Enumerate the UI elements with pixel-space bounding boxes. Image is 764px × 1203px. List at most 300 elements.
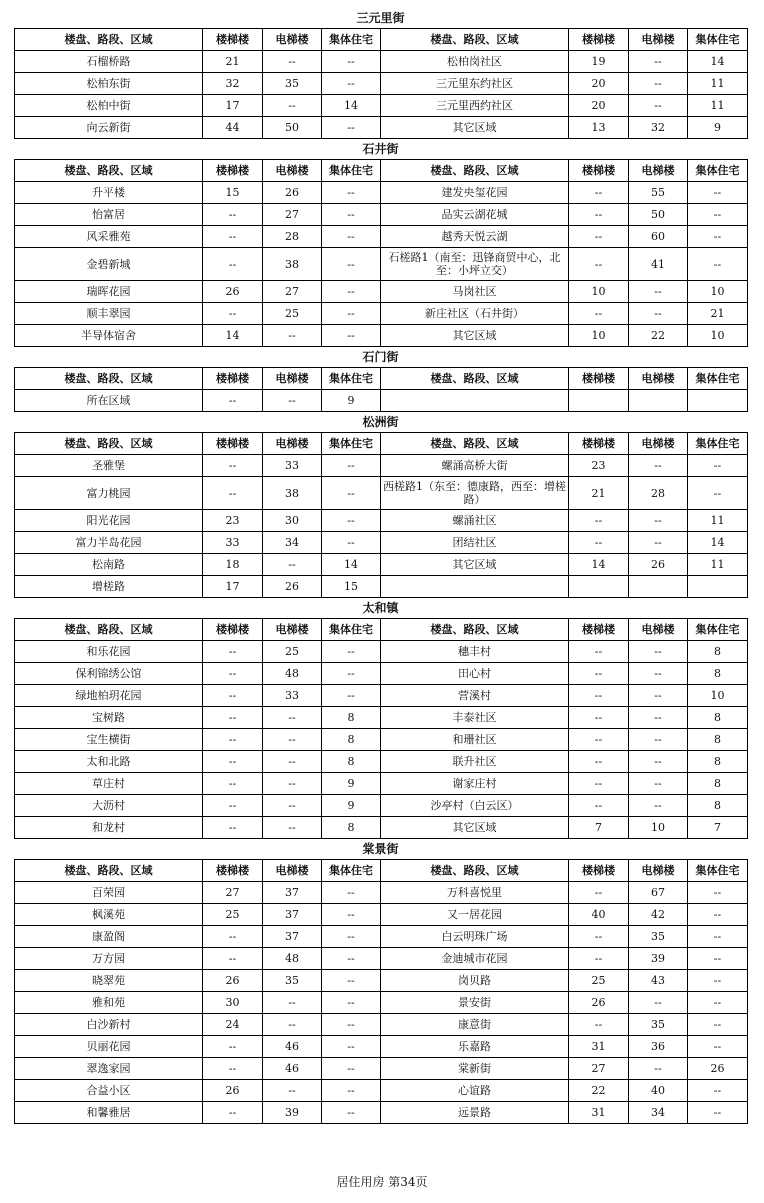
column-header: 集体住宅 — [322, 860, 381, 882]
table-cell: 马岗社区 — [381, 281, 569, 303]
table-cell: -- — [203, 641, 263, 663]
table-cell: 36 — [629, 1036, 688, 1058]
section-title: 石井街 — [362, 142, 399, 156]
table-cell: -- — [263, 554, 322, 576]
table-cell: 32 — [629, 117, 688, 139]
table-cell: 其它区域 — [381, 325, 569, 347]
table-cell: 41 — [629, 248, 688, 281]
column-header: 电梯楼 — [629, 433, 688, 455]
column-header: 楼盘、路段、区域 — [381, 368, 569, 390]
table-cell: 10 — [629, 817, 688, 839]
table-cell: 19 — [569, 51, 629, 73]
table-cell: 又一居花园 — [381, 904, 569, 926]
table-cell: 绿地柏玥花园 — [15, 685, 203, 707]
table-cell: 金迪城市花园 — [381, 948, 569, 970]
table-cell: 50 — [263, 117, 322, 139]
table-cell: 37 — [263, 882, 322, 904]
table-cell: 26 — [203, 970, 263, 992]
table-cell: 7 — [569, 817, 629, 839]
table-cell: -- — [569, 751, 629, 773]
table-row — [15, 685, 748, 707]
table-cell: 康意街 — [381, 1014, 569, 1036]
table-cell: 8 — [322, 707, 381, 729]
table-cell: 增槎路 — [15, 576, 203, 598]
table-cell: 26 — [569, 992, 629, 1014]
section-table — [14, 367, 748, 412]
table-cell: 8 — [688, 729, 748, 751]
table-cell: 31 — [569, 1102, 629, 1124]
section-table — [14, 28, 748, 139]
table-cell: 33 — [203, 532, 263, 554]
table-cell — [629, 390, 688, 412]
table-cell: -- — [263, 992, 322, 1014]
table-cell: 翠逸家园 — [15, 1058, 203, 1080]
table-cell: 26 — [263, 576, 322, 598]
table-row — [15, 1080, 748, 1102]
column-header: 电梯楼 — [629, 619, 688, 641]
table-cell: 11 — [688, 95, 748, 117]
table-cell: -- — [322, 926, 381, 948]
column-header: 楼梯楼 — [203, 619, 263, 641]
header-row — [15, 433, 748, 455]
table-cell: 8 — [322, 729, 381, 751]
column-header: 集体住宅 — [322, 160, 381, 182]
table-cell: -- — [203, 477, 263, 510]
table-cell: 24 — [203, 1014, 263, 1036]
table-cell: -- — [688, 1102, 748, 1124]
table-cell: 37 — [263, 926, 322, 948]
column-header: 电梯楼 — [629, 860, 688, 882]
table-cell — [688, 576, 748, 598]
table-cell: 雅和苑 — [15, 992, 203, 1014]
table-cell: 35 — [629, 1014, 688, 1036]
table-row — [15, 1036, 748, 1058]
table-cell: 康盈阁 — [15, 926, 203, 948]
table-cell: -- — [629, 707, 688, 729]
section-table — [14, 859, 748, 1124]
table-row — [15, 795, 748, 817]
section-table — [14, 159, 748, 347]
table-cell: 向云新街 — [15, 117, 203, 139]
table-row — [15, 882, 748, 904]
table-cell: 松柏东街 — [15, 73, 203, 95]
table-cell: -- — [203, 1102, 263, 1124]
table-row — [15, 1058, 748, 1080]
table-cell: 25 — [203, 904, 263, 926]
table-cell: -- — [569, 773, 629, 795]
table-cell: -- — [203, 795, 263, 817]
table-cell: -- — [569, 532, 629, 554]
table-cell: 35 — [263, 73, 322, 95]
table-cell: 和乐花园 — [15, 641, 203, 663]
table-cell: -- — [569, 707, 629, 729]
table-cell: -- — [569, 685, 629, 707]
table-cell: 25 — [263, 641, 322, 663]
table-cell: 14 — [688, 51, 748, 73]
table-cell: 太和北路 — [15, 751, 203, 773]
table-cell: 11 — [688, 510, 748, 532]
section-title: 石门街 — [362, 350, 399, 364]
table-cell: 顺丰翠园 — [15, 303, 203, 325]
column-header: 电梯楼 — [263, 619, 322, 641]
table-cell: 10 — [688, 685, 748, 707]
table-cell: 23 — [569, 455, 629, 477]
table-cell: 其它区域 — [381, 554, 569, 576]
table-cell: 34 — [263, 532, 322, 554]
table-cell: -- — [688, 455, 748, 477]
column-header: 楼盘、路段、区域 — [15, 160, 203, 182]
section-title: 三元里街 — [356, 11, 405, 25]
table-row — [15, 992, 748, 1014]
table-row — [15, 95, 748, 117]
table-cell: -- — [203, 248, 263, 281]
table-row — [15, 390, 748, 412]
column-header: 楼梯楼 — [569, 368, 629, 390]
column-header: 楼梯楼 — [203, 433, 263, 455]
table-cell: -- — [203, 303, 263, 325]
table-cell: 8 — [688, 751, 748, 773]
table-cell: -- — [629, 281, 688, 303]
table-row — [15, 532, 748, 554]
column-header: 电梯楼 — [263, 433, 322, 455]
table-cell: 白沙新村 — [15, 1014, 203, 1036]
table-cell: 26 — [688, 1058, 748, 1080]
table-cell: 26 — [203, 1080, 263, 1102]
table-cell: -- — [688, 204, 748, 226]
column-header: 楼梯楼 — [203, 860, 263, 882]
table-cell: 31 — [569, 1036, 629, 1058]
section-title: 松洲街 — [362, 415, 399, 429]
table-cell: -- — [569, 248, 629, 281]
table-cell: 9 — [322, 773, 381, 795]
section-table — [14, 432, 748, 598]
table-cell: -- — [569, 948, 629, 970]
column-header: 楼梯楼 — [203, 160, 263, 182]
table-row — [15, 663, 748, 685]
table-row — [15, 707, 748, 729]
table-cell: -- — [203, 1058, 263, 1080]
table-cell: 富力桃园 — [15, 477, 203, 510]
table-cell: -- — [322, 663, 381, 685]
table-cell: -- — [629, 303, 688, 325]
table-cell: 棠新街 — [381, 1058, 569, 1080]
table-cell: -- — [322, 992, 381, 1014]
column-header: 集体住宅 — [322, 29, 381, 51]
table-row — [15, 554, 748, 576]
table-cell: 和珊社区 — [381, 729, 569, 751]
table-cell: 松柏岗社区 — [381, 51, 569, 73]
table-cell: -- — [629, 663, 688, 685]
table-cell: 44 — [203, 117, 263, 139]
column-header: 电梯楼 — [629, 160, 688, 182]
table-cell: -- — [688, 1080, 748, 1102]
table-cell: 富力半岛花园 — [15, 532, 203, 554]
table-cell: 大沥村 — [15, 795, 203, 817]
table-cell: 48 — [263, 948, 322, 970]
table-cell: -- — [629, 751, 688, 773]
table-cell: -- — [688, 992, 748, 1014]
table-cell: 建发央玺花园 — [381, 182, 569, 204]
table-cell: -- — [569, 204, 629, 226]
table-row — [15, 729, 748, 751]
table-cell: -- — [203, 817, 263, 839]
column-header: 集体住宅 — [322, 619, 381, 641]
table-cell: -- — [688, 882, 748, 904]
table-cell: 螺涌高桥大街 — [381, 455, 569, 477]
column-header: 电梯楼 — [263, 860, 322, 882]
table-row — [15, 303, 748, 325]
table-cell: 67 — [629, 882, 688, 904]
table-row — [15, 325, 748, 347]
table-cell: 金碧新城 — [15, 248, 203, 281]
table-cell: -- — [629, 795, 688, 817]
table-cell: -- — [263, 390, 322, 412]
table-cell: 15 — [322, 576, 381, 598]
table-cell: 圣雅堡 — [15, 455, 203, 477]
table-cell: 阳光花园 — [15, 510, 203, 532]
table-cell: 其它区域 — [381, 117, 569, 139]
table-cell: 25 — [263, 303, 322, 325]
table-cell: 33 — [263, 685, 322, 707]
table-cell: -- — [322, 281, 381, 303]
column-header: 集体住宅 — [688, 619, 748, 641]
table-cell: -- — [263, 729, 322, 751]
table-cell: 乐嘉路 — [381, 1036, 569, 1058]
table-cell: 13 — [569, 117, 629, 139]
table-cell: -- — [203, 1036, 263, 1058]
table-cell: -- — [322, 477, 381, 510]
table-cell: 风采雅苑 — [15, 226, 203, 248]
table-cell: 14 — [322, 554, 381, 576]
table-cell: -- — [203, 751, 263, 773]
table-cell: -- — [629, 510, 688, 532]
table-row — [15, 970, 748, 992]
column-header: 电梯楼 — [263, 368, 322, 390]
table-cell: -- — [569, 1014, 629, 1036]
table-cell: 27 — [263, 281, 322, 303]
table-cell: 三元里西约社区 — [381, 95, 569, 117]
table-row — [15, 1102, 748, 1124]
table-cell: -- — [322, 204, 381, 226]
table-cell: 越秀天悦云湖 — [381, 226, 569, 248]
table-cell: -- — [569, 226, 629, 248]
table-cell: -- — [322, 948, 381, 970]
table-cell: 宝生横街 — [15, 729, 203, 751]
table-cell: 14 — [203, 325, 263, 347]
table-cell: -- — [263, 751, 322, 773]
table-cell: -- — [322, 51, 381, 73]
table-cell: -- — [203, 948, 263, 970]
table-cell: 枫溪苑 — [15, 904, 203, 926]
table-cell: -- — [203, 204, 263, 226]
page-footer: 居住用房 第34页 — [336, 1175, 428, 1189]
table-cell: 9 — [688, 117, 748, 139]
table-cell: -- — [263, 325, 322, 347]
table-cell: 8 — [688, 663, 748, 685]
table-cell: 34 — [629, 1102, 688, 1124]
table-cell: 8 — [688, 773, 748, 795]
table-cell: 23 — [203, 510, 263, 532]
table-row — [15, 948, 748, 970]
table-cell: 9 — [322, 795, 381, 817]
table-cell: -- — [322, 226, 381, 248]
table-cell: 43 — [629, 970, 688, 992]
table-cell: -- — [203, 729, 263, 751]
table-cell: -- — [322, 117, 381, 139]
table-cell: -- — [322, 1014, 381, 1036]
table-cell: -- — [688, 1014, 748, 1036]
table-cell: 合益小区 — [15, 1080, 203, 1102]
table-row — [15, 904, 748, 926]
table-cell: 21 — [203, 51, 263, 73]
table-cell: 田心村 — [381, 663, 569, 685]
column-header: 集体住宅 — [322, 433, 381, 455]
table-cell: 8 — [322, 817, 381, 839]
table-cell: -- — [322, 970, 381, 992]
table-cell: -- — [322, 303, 381, 325]
table-cell — [688, 390, 748, 412]
table-cell: -- — [569, 882, 629, 904]
table-cell: 丰泰社区 — [381, 707, 569, 729]
header-row — [15, 368, 748, 390]
column-header: 集体住宅 — [322, 368, 381, 390]
header-row — [15, 619, 748, 641]
column-header: 集体住宅 — [688, 860, 748, 882]
column-header: 楼盘、路段、区域 — [381, 29, 569, 51]
table-cell: 宝树路 — [15, 707, 203, 729]
table-cell: 保利锦绣公馆 — [15, 663, 203, 685]
table-cell: 21 — [569, 477, 629, 510]
table-cell: -- — [322, 73, 381, 95]
column-header: 楼梯楼 — [569, 160, 629, 182]
column-header: 楼梯楼 — [569, 619, 629, 641]
table-row — [15, 773, 748, 795]
table-cell: -- — [322, 641, 381, 663]
table-cell: -- — [203, 773, 263, 795]
table-cell: 17 — [203, 95, 263, 117]
table-cell: 27 — [263, 204, 322, 226]
table-cell: -- — [629, 51, 688, 73]
section-title: 棠景街 — [362, 842, 399, 856]
table-cell: 景安街 — [381, 992, 569, 1014]
table-cell: 西槎路1（东至：德康路，西至：增槎路） — [381, 477, 569, 510]
table-cell: 26 — [203, 281, 263, 303]
table-cell: -- — [569, 926, 629, 948]
table-cell: 草庄村 — [15, 773, 203, 795]
table-cell: 37 — [263, 904, 322, 926]
table-cell: 万方园 — [15, 948, 203, 970]
table-cell: -- — [688, 182, 748, 204]
table-cell: -- — [569, 641, 629, 663]
table-cell: 26 — [629, 554, 688, 576]
table-cell: -- — [569, 663, 629, 685]
table-cell: 38 — [263, 248, 322, 281]
table-cell: 沙亭村（白云区） — [381, 795, 569, 817]
table-cell: 谢家庄村 — [381, 773, 569, 795]
table-cell: 35 — [263, 970, 322, 992]
table-cell: -- — [322, 325, 381, 347]
table-row — [15, 73, 748, 95]
table-cell: 55 — [629, 182, 688, 204]
table-cell: 7 — [688, 817, 748, 839]
table-cell: 42 — [629, 904, 688, 926]
table-cell: 心谊路 — [381, 1080, 569, 1102]
table-cell: 10 — [569, 281, 629, 303]
table-cell: 22 — [629, 325, 688, 347]
table-cell: -- — [263, 1080, 322, 1102]
table-cell: 其它区域 — [381, 817, 569, 839]
table-cell: 白云明珠广场 — [381, 926, 569, 948]
table-cell: 万科喜悦里 — [381, 882, 569, 904]
column-header: 楼梯楼 — [569, 860, 629, 882]
table-cell: 联升社区 — [381, 751, 569, 773]
table-cell: -- — [688, 1036, 748, 1058]
table-cell: 瑞晖花园 — [15, 281, 203, 303]
table-row — [15, 477, 748, 510]
table-cell: 46 — [263, 1058, 322, 1080]
table-cell: 14 — [569, 554, 629, 576]
table-cell: 14 — [322, 95, 381, 117]
table-cell: -- — [688, 970, 748, 992]
column-header: 电梯楼 — [263, 160, 322, 182]
column-header: 楼盘、路段、区域 — [381, 619, 569, 641]
table-cell: 团结社区 — [381, 532, 569, 554]
table-cell: 石槎路1（南至：迅锋商贸中心，北至：小坪立交） — [381, 248, 569, 281]
table-cell: 25 — [569, 970, 629, 992]
table-cell: -- — [688, 948, 748, 970]
table-row — [15, 204, 748, 226]
table-cell: -- — [322, 248, 381, 281]
column-header: 集体住宅 — [688, 433, 748, 455]
column-header: 楼盘、路段、区域 — [381, 160, 569, 182]
table-cell: 10 — [569, 325, 629, 347]
table-cell: 21 — [688, 303, 748, 325]
column-header: 楼盘、路段、区域 — [15, 619, 203, 641]
table-cell: 10 — [688, 281, 748, 303]
table-row — [15, 641, 748, 663]
table-row — [15, 281, 748, 303]
column-header: 楼梯楼 — [569, 433, 629, 455]
table-cell: 11 — [688, 554, 748, 576]
table-cell: 20 — [569, 73, 629, 95]
table-cell: 50 — [629, 204, 688, 226]
document-body — [14, 8, 747, 1124]
table-cell: 39 — [629, 948, 688, 970]
table-cell: -- — [629, 773, 688, 795]
table-cell: -- — [569, 795, 629, 817]
table-cell: -- — [629, 532, 688, 554]
table-cell: -- — [629, 1058, 688, 1080]
table-cell: 螺涌社区 — [381, 510, 569, 532]
table-cell: 半导体宿舍 — [15, 325, 203, 347]
table-cell: 营溪村 — [381, 685, 569, 707]
table-cell: 品实云湖花城 — [381, 204, 569, 226]
column-header: 集体住宅 — [688, 160, 748, 182]
table-cell: -- — [203, 685, 263, 707]
header-row — [15, 29, 748, 51]
column-header: 楼盘、路段、区域 — [15, 368, 203, 390]
table-cell — [629, 576, 688, 598]
table-cell: -- — [203, 663, 263, 685]
table-cell — [569, 390, 629, 412]
table-cell: -- — [688, 477, 748, 510]
table-cell: 9 — [322, 390, 381, 412]
column-header: 电梯楼 — [263, 29, 322, 51]
column-header: 楼梯楼 — [203, 29, 263, 51]
table-cell: -- — [322, 904, 381, 926]
table-cell: 8 — [688, 707, 748, 729]
table-cell: -- — [203, 455, 263, 477]
